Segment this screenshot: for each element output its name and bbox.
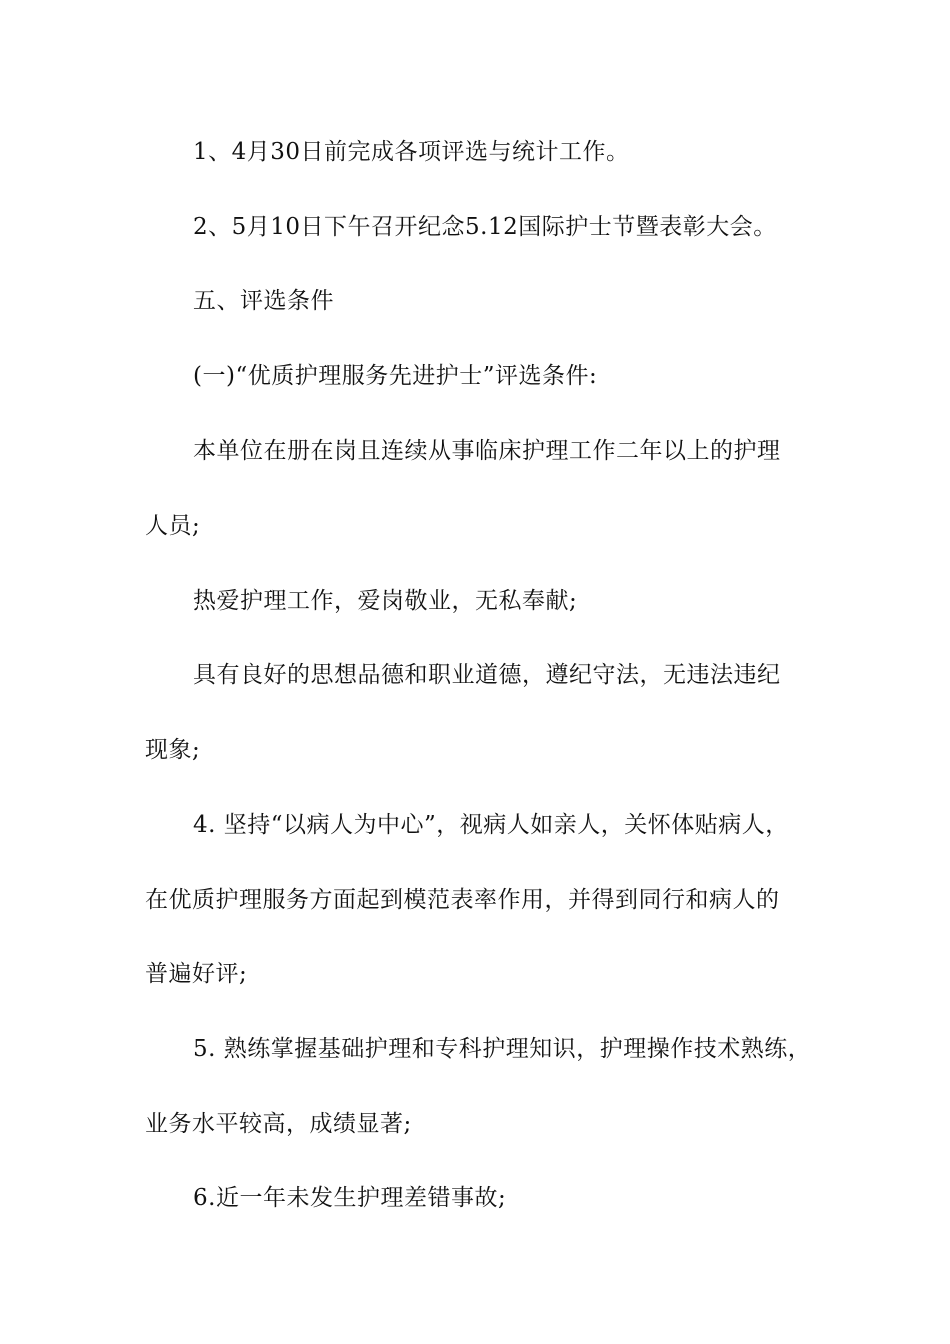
criteria-1-line-2: 人员;	[145, 513, 201, 539]
text-line-2: 2、5月10日下午召开纪念5.12国际护士节暨表彰大会。	[193, 214, 777, 240]
criteria-4-line-1: 4. 坚持“以病人为中心”，视病人如亲人，关怀体贴病人，	[193, 812, 789, 838]
criteria-5-line-2: 业务水平较高，成绩显著;	[145, 1111, 412, 1137]
subsection-heading: (一)“优质护理服务先进护士”评选条件:	[193, 363, 598, 389]
criteria-1-line-1: 本单位在册在岗且连续从事临床护理工作二年以上的护理	[193, 438, 781, 464]
criteria-6: 6.近一年未发生护理差错事故;	[193, 1185, 507, 1211]
text-line-1: 1、4月30日前完成各项评选与统计工作。	[193, 139, 630, 165]
criteria-5-line-1: 5. 熟练掌握基础护理和专科护理知识，护理操作技术熟练，	[193, 1036, 812, 1062]
criteria-4-line-2: 在优质护理服务方面起到模范表率作用，并得到同行和病人的	[145, 887, 780, 913]
section-heading: 五、评选条件	[193, 288, 334, 314]
criteria-2: 热爱护理工作，爱岗敬业，无私奉献;	[193, 588, 578, 614]
criteria-4-line-3: 普遍好评;	[145, 961, 248, 987]
criteria-3-line-2: 现象;	[145, 737, 201, 763]
criteria-3-line-1: 具有良好的思想品德和职业道德，遵纪守法，无违法违纪	[193, 662, 781, 688]
